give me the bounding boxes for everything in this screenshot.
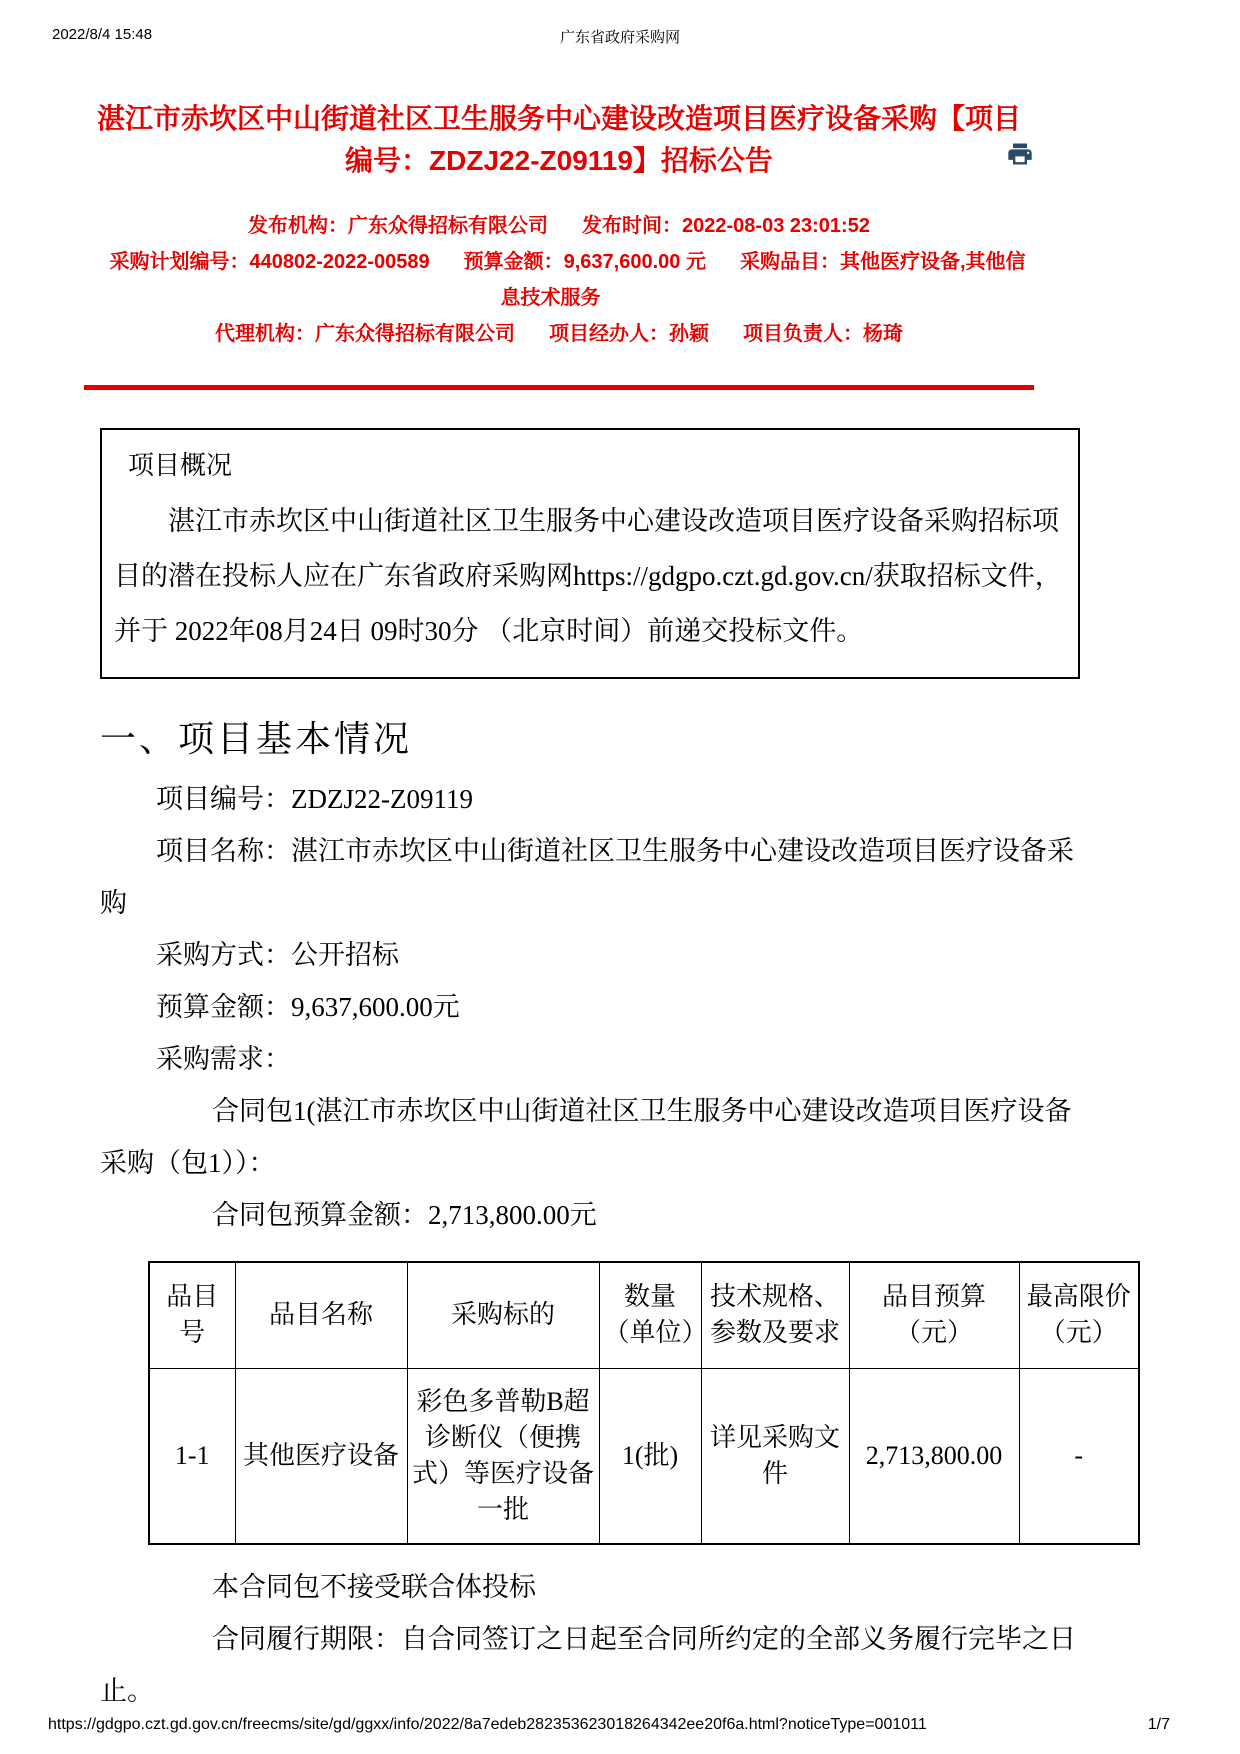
red-divider bbox=[84, 385, 1034, 390]
basic-info-paragraphs bbox=[100, 773, 1080, 1241]
page-number: 1/7 bbox=[1147, 1716, 1170, 1733]
publish-time: 发布时间：2022-08-03 23:01:52 bbox=[582, 215, 870, 237]
col-item-budget: 品目预算（元） bbox=[849, 1262, 1019, 1368]
meta-row-3 bbox=[84, 316, 1034, 352]
col-specs: 技术规格、参数及要求 bbox=[701, 1262, 849, 1368]
overview-box bbox=[100, 428, 1080, 679]
print-datetime: 2022/8/4 15:48 bbox=[52, 26, 153, 43]
items-table bbox=[148, 1261, 1140, 1545]
cell-specs: 详见采购文件 bbox=[701, 1368, 849, 1544]
agency: 代理机构：广东众得招标有限公司 bbox=[215, 323, 515, 345]
document-body bbox=[100, 428, 1131, 1717]
para-budget: 预算金额：9,637,600.00元 bbox=[156, 992, 460, 1022]
note-performance-period: 合同履行期限：自合同签订之日起至合同所约定的全部义务履行完毕之日止。 bbox=[100, 1624, 1076, 1706]
col-subject: 采购标的 bbox=[407, 1262, 599, 1368]
print-header bbox=[0, 26, 1240, 48]
cell-item-name: 其他医疗设备 bbox=[235, 1368, 407, 1544]
page-title: 湛江市赤坎区中山街道社区卫生服务中心建设改造项目医疗设备采购【项目编号：ZDZJ22-Z09119】招标公告 bbox=[96, 103, 1021, 176]
table-row bbox=[149, 1368, 1139, 1544]
plan-number: 采购计划编号：440802-2022-00589 bbox=[109, 251, 430, 273]
para-project-name: 项目名称：湛江市赤坎区中山街道社区卫生服务中心建设改造项目医疗设备采购 bbox=[100, 836, 1074, 918]
overview-body: 湛江市赤坎区中山街道社区卫生服务中心建设改造项目医疗设备采购招标项目的潜在投标人应在广东省政府采购网https://gdgpo.czt.gd.gov.cn/获取招标文件，并于 2022年08月24日 09时30分 （北京时间）前递交投标文件。 bbox=[114, 506, 1062, 646]
project-handler: 项目经办人：孙颖 bbox=[549, 323, 709, 345]
announcement-header bbox=[84, 98, 1034, 390]
cell-price-cap: - bbox=[1019, 1368, 1139, 1544]
cell-quantity: 1(批) bbox=[599, 1368, 701, 1544]
cell-item-no: 1-1 bbox=[149, 1368, 235, 1544]
col-price-cap: 最高限价（元） bbox=[1019, 1262, 1139, 1368]
footer-url: https://gdgpo.czt.gd.gov.cn/freecms/site/gd/ggxx/info/2022/8a7edeb282353623018264342ee20f6a.html?noticeType=001011 bbox=[48, 1716, 927, 1733]
meta-row-2 bbox=[84, 244, 1034, 316]
procurement-category: 采购品目：其他医疗设备,其他信息技术服务 bbox=[500, 251, 1026, 309]
print-footer bbox=[0, 1716, 1240, 1738]
table-header-row bbox=[149, 1262, 1139, 1368]
cell-subject: 彩色多普勒B超诊断仪（便携式）等医疗设备一批 bbox=[407, 1368, 599, 1544]
overview-heading: 项目概况 bbox=[128, 451, 233, 480]
doc-title-wrap bbox=[84, 98, 1034, 182]
col-quantity: 数量（单位） bbox=[599, 1262, 701, 1368]
notes bbox=[100, 1561, 1080, 1717]
note-no-consortium: 本合同包不接受联合体投标 bbox=[212, 1572, 536, 1602]
para-method: 采购方式：公开招标 bbox=[156, 940, 399, 970]
project-leader: 项目负责人：杨琦 bbox=[743, 323, 903, 345]
meta-row-1 bbox=[84, 208, 1034, 244]
para-package-budget: 合同包预算金额：2,713,800.00元 bbox=[212, 1200, 597, 1230]
meta-rows bbox=[84, 208, 1034, 352]
col-item-name: 品目名称 bbox=[235, 1262, 407, 1368]
site-name: 广东省政府采购网 bbox=[559, 29, 680, 46]
printer-icon[interactable] bbox=[1006, 140, 1034, 168]
col-item-no: 品目号 bbox=[149, 1262, 235, 1368]
section-heading-basic-info: 一、项目基本情况 bbox=[100, 719, 413, 759]
para-project-no: 项目编号：ZDZJ22-Z09119 bbox=[156, 784, 473, 814]
para-package: 合同包1(湛江市赤坎区中山街道社区卫生服务中心建设改造项目医疗设备采购（包1））： bbox=[100, 1096, 1072, 1178]
para-demand: 采购需求： bbox=[156, 1044, 291, 1074]
budget-amount: 预算金额：9,637,600.00 元 bbox=[463, 251, 706, 273]
publisher: 发布机构：广东众得招标有限公司 bbox=[248, 215, 549, 237]
cell-item-budget: 2,713,800.00 bbox=[849, 1368, 1019, 1544]
